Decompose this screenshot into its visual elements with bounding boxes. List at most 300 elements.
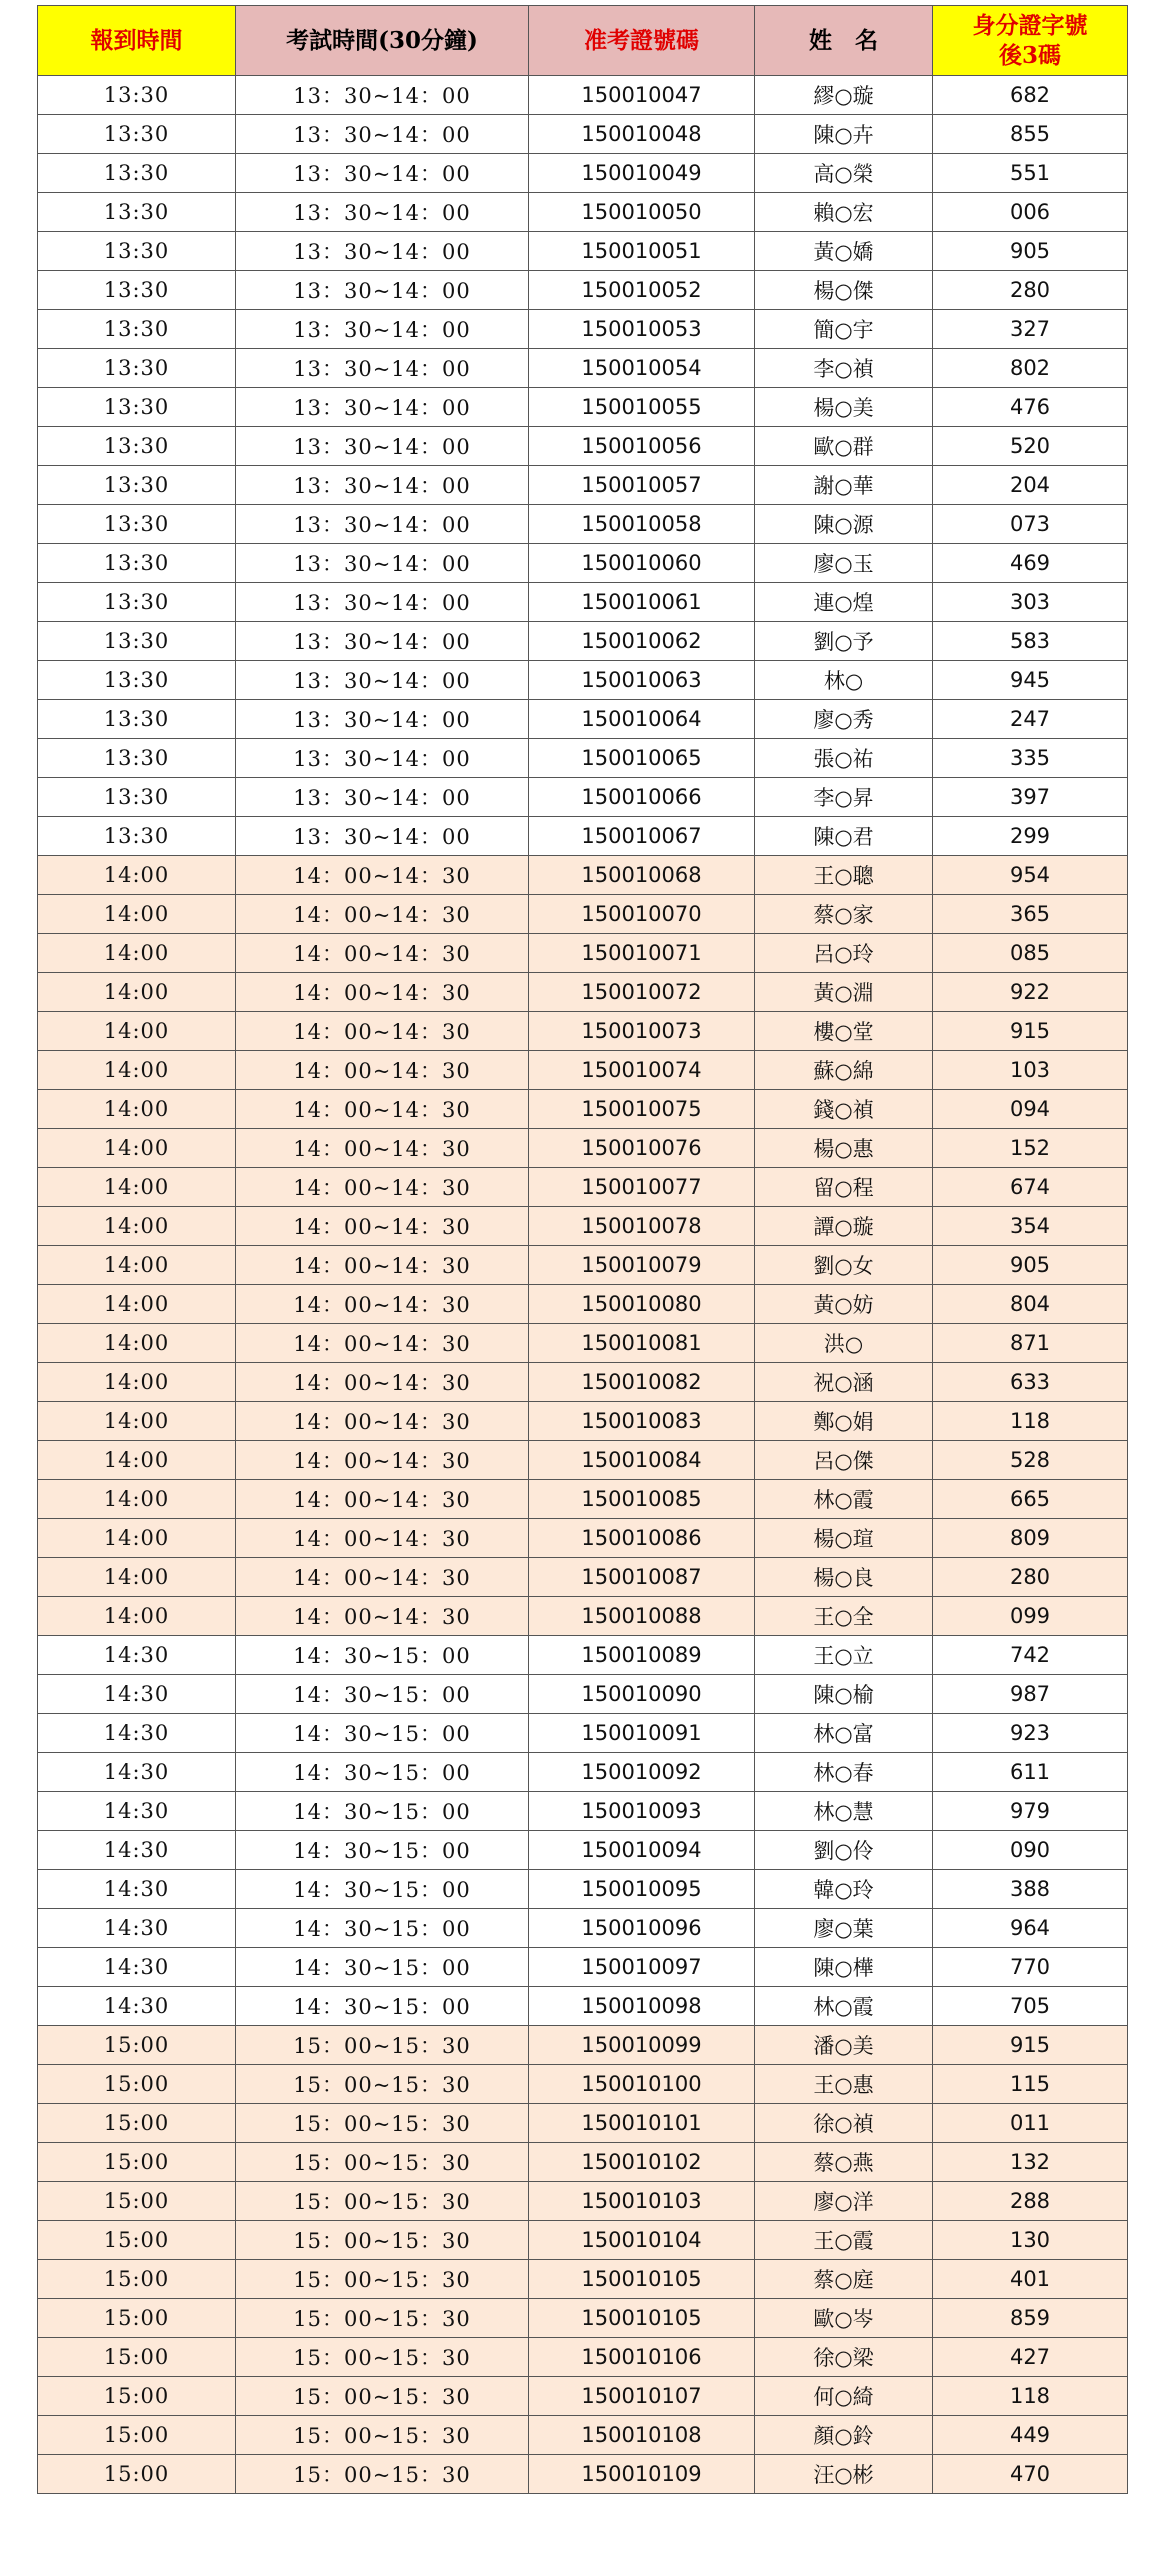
admission-number-cell: 150010096 <box>529 1909 755 1948</box>
exam-time-cell: 14：30~15：00 <box>236 1675 529 1714</box>
table-row <box>38 778 1128 817</box>
admission-number-cell: 150010090 <box>529 1675 755 1714</box>
name-cell: 韓○玲 <box>755 1870 933 1909</box>
table-row <box>38 2377 1128 2416</box>
admission-number-cell: 150010082 <box>529 1363 755 1402</box>
name-cell: 王○立 <box>755 1636 933 1675</box>
table-row <box>38 1441 1128 1480</box>
name-cell: 林○富 <box>755 1714 933 1753</box>
table-row <box>38 2143 1128 2182</box>
name-cell: 呂○玲 <box>755 934 933 973</box>
id-last3-cell: 280 <box>933 271 1128 310</box>
report-time-cell: 14:00 <box>38 1207 236 1246</box>
admission-number-cell: 150010102 <box>529 2143 755 2182</box>
table-row <box>38 1285 1128 1324</box>
id-last3-cell: 705 <box>933 1987 1128 2026</box>
report-time-cell: 14:30 <box>38 1948 236 1987</box>
id-last3-cell: 979 <box>933 1792 1128 1831</box>
report-time-cell: 13:30 <box>38 271 236 310</box>
id-last3-cell: 611 <box>933 1753 1128 1792</box>
exam-time-cell: 14：00~14：30 <box>236 1246 529 1285</box>
id-last3-cell: 280 <box>933 1558 1128 1597</box>
admission-number-cell: 150010061 <box>529 583 755 622</box>
admission-number-cell: 150010108 <box>529 2416 755 2455</box>
exam-time-cell: 14：00~14：30 <box>236 1285 529 1324</box>
exam-time-cell: 14：00~14：30 <box>236 856 529 895</box>
report-time-cell: 14:00 <box>38 856 236 895</box>
report-time-cell: 14:00 <box>38 1441 236 1480</box>
id-last3-cell: 327 <box>933 310 1128 349</box>
id-last3-cell: 742 <box>933 1636 1128 1675</box>
report-time-cell: 13:30 <box>38 76 236 115</box>
table-row <box>38 1168 1128 1207</box>
admission-number-cell: 150010047 <box>529 76 755 115</box>
table-row <box>38 1909 1128 1948</box>
report-time-cell: 14:00 <box>38 1558 236 1597</box>
report-time-cell: 14:30 <box>38 1870 236 1909</box>
table-row <box>38 466 1128 505</box>
name-cell: 林○霞 <box>755 1480 933 1519</box>
admission-number-cell: 150010073 <box>529 1012 755 1051</box>
name-cell: 林○ <box>755 661 933 700</box>
exam-time-cell: 14：30~15：00 <box>236 1870 529 1909</box>
table-row <box>38 700 1128 739</box>
id-last3-cell: 401 <box>933 2260 1128 2299</box>
name-cell: 王○惠 <box>755 2065 933 2104</box>
exam-time-cell: 13：30~14：00 <box>236 310 529 349</box>
id-last3-cell: 449 <box>933 2416 1128 2455</box>
report-time-cell: 13:30 <box>38 427 236 466</box>
name-cell: 謝○華 <box>755 466 933 505</box>
table-row <box>38 2455 1128 2494</box>
report-time-cell: 14:00 <box>38 1363 236 1402</box>
id-last3-cell: 132 <box>933 2143 1128 2182</box>
report-time-cell: 15:00 <box>38 2377 236 2416</box>
name-cell: 廖○玉 <box>755 544 933 583</box>
table-row <box>38 1753 1128 1792</box>
id-last3-cell: 470 <box>933 2455 1128 2494</box>
admission-number-cell: 150010088 <box>529 1597 755 1636</box>
id-last3-cell: 303 <box>933 583 1128 622</box>
exam-time-cell: 14：00~14：30 <box>236 1051 529 1090</box>
name-cell: 陳○榆 <box>755 1675 933 1714</box>
header-id-last3 <box>933 6 1128 76</box>
admission-number-cell: 150010091 <box>529 1714 755 1753</box>
admission-number-cell: 150010105 <box>529 2260 755 2299</box>
report-time-cell: 13:30 <box>38 739 236 778</box>
name-cell: 樓○堂 <box>755 1012 933 1051</box>
admission-number-cell: 150010098 <box>529 1987 755 2026</box>
table-row <box>38 1012 1128 1051</box>
id-last3-cell: 204 <box>933 466 1128 505</box>
admission-number-cell: 150010072 <box>529 973 755 1012</box>
id-last3-cell: 085 <box>933 934 1128 973</box>
id-last3-cell: 905 <box>933 1246 1128 1285</box>
report-time-cell: 14:00 <box>38 1402 236 1441</box>
report-time-cell: 14:00 <box>38 1285 236 1324</box>
report-time-cell: 14:00 <box>38 1324 236 1363</box>
id-last3-cell: 915 <box>933 2026 1128 2065</box>
admission-number-cell: 150010063 <box>529 661 755 700</box>
table-row <box>38 1051 1128 1090</box>
report-time-cell: 15:00 <box>38 2026 236 2065</box>
name-cell: 汪○彬 <box>755 2455 933 2494</box>
report-time-cell: 15:00 <box>38 2182 236 2221</box>
header-admission-number: 准考證號碼 <box>529 6 755 76</box>
name-cell: 歐○群 <box>755 427 933 466</box>
name-cell: 林○慧 <box>755 1792 933 1831</box>
name-cell: 陳○源 <box>755 505 933 544</box>
id-last3-cell: 804 <box>933 1285 1128 1324</box>
exam-time-cell: 14：00~14：30 <box>236 1129 529 1168</box>
name-cell: 陳○樺 <box>755 1948 933 1987</box>
report-time-cell: 14:30 <box>38 1831 236 1870</box>
id-last3-cell: 094 <box>933 1090 1128 1129</box>
exam-time-cell: 13：30~14：00 <box>236 193 529 232</box>
table-row <box>38 661 1128 700</box>
report-time-cell: 14:30 <box>38 1675 236 1714</box>
name-cell: 簡○宇 <box>755 310 933 349</box>
admission-number-cell: 150010065 <box>529 739 755 778</box>
admission-number-cell: 150010095 <box>529 1870 755 1909</box>
name-cell: 張○祐 <box>755 739 933 778</box>
admission-number-cell: 150010051 <box>529 232 755 271</box>
id-last3-cell: 247 <box>933 700 1128 739</box>
report-time-cell: 13:30 <box>38 661 236 700</box>
report-time-cell: 13:30 <box>38 349 236 388</box>
name-cell: 陳○卉 <box>755 115 933 154</box>
id-last3-cell: 923 <box>933 1714 1128 1753</box>
table-row <box>38 544 1128 583</box>
admission-number-cell: 150010089 <box>529 1636 755 1675</box>
exam-time-cell: 13：30~14：00 <box>236 271 529 310</box>
name-cell: 黃○淵 <box>755 973 933 1012</box>
admission-number-cell: 150010055 <box>529 388 755 427</box>
exam-time-cell: 13：30~14：00 <box>236 505 529 544</box>
report-time-cell: 15:00 <box>38 2065 236 2104</box>
table-row <box>38 1675 1128 1714</box>
exam-time-cell: 14：30~15：00 <box>236 1909 529 1948</box>
exam-time-cell: 14：30~15：00 <box>236 1753 529 1792</box>
table-row <box>38 2338 1128 2377</box>
admission-number-cell: 150010085 <box>529 1480 755 1519</box>
table-row <box>38 1714 1128 1753</box>
id-last3-cell: 945 <box>933 661 1128 700</box>
table-row <box>38 193 1128 232</box>
header-id-last3-line1: 身分證字號 <box>972 11 1088 39</box>
report-time-cell: 13:30 <box>38 388 236 427</box>
id-last3-cell: 922 <box>933 973 1128 1012</box>
table-row <box>38 2104 1128 2143</box>
exam-time-cell: 13：30~14：00 <box>236 427 529 466</box>
table-row <box>38 505 1128 544</box>
id-last3-cell: 427 <box>933 2338 1128 2377</box>
exam-time-cell: 14：00~14：30 <box>236 1441 529 1480</box>
id-last3-cell: 528 <box>933 1441 1128 1480</box>
admission-number-cell: 150010105 <box>529 2299 755 2338</box>
table-row <box>38 895 1128 934</box>
report-time-cell: 13:30 <box>38 700 236 739</box>
admission-number-cell: 150010075 <box>529 1090 755 1129</box>
report-time-cell: 14:30 <box>38 1636 236 1675</box>
exam-time-cell: 13：30~14：00 <box>236 388 529 427</box>
table-row <box>38 1207 1128 1246</box>
name-cell: 蔡○燕 <box>755 2143 933 2182</box>
table-row <box>38 271 1128 310</box>
table-row <box>38 622 1128 661</box>
table-row <box>38 2065 1128 2104</box>
report-time-cell: 13:30 <box>38 544 236 583</box>
exam-time-cell: 13：30~14：00 <box>236 622 529 661</box>
id-last3-cell: 802 <box>933 349 1128 388</box>
id-last3-cell: 855 <box>933 115 1128 154</box>
exam-time-cell: 15：00~15：30 <box>236 2416 529 2455</box>
name-cell: 黃○妨 <box>755 1285 933 1324</box>
exam-time-cell: 14：00~14：30 <box>236 1012 529 1051</box>
exam-time-cell: 14：00~14：30 <box>236 973 529 1012</box>
name-cell: 洪○ <box>755 1324 933 1363</box>
report-time-cell: 14:00 <box>38 895 236 934</box>
table-row <box>38 1558 1128 1597</box>
name-cell: 李○禎 <box>755 349 933 388</box>
table-row <box>38 310 1128 349</box>
id-last3-cell: 915 <box>933 1012 1128 1051</box>
admission-number-cell: 150010062 <box>529 622 755 661</box>
exam-time-cell: 14：00~14：30 <box>236 1363 529 1402</box>
admission-number-cell: 150010081 <box>529 1324 755 1363</box>
report-time-cell: 14:30 <box>38 1909 236 1948</box>
id-last3-cell: 551 <box>933 154 1128 193</box>
name-cell: 徐○禎 <box>755 2104 933 2143</box>
id-last3-cell: 987 <box>933 1675 1128 1714</box>
id-last3-cell: 871 <box>933 1324 1128 1363</box>
admission-number-cell: 150010071 <box>529 934 755 973</box>
id-last3-cell: 469 <box>933 544 1128 583</box>
exam-time-cell: 13：30~14：00 <box>236 76 529 115</box>
id-last3-cell: 115 <box>933 2065 1128 2104</box>
admission-number-cell: 150010094 <box>529 1831 755 1870</box>
admission-number-cell: 150010056 <box>529 427 755 466</box>
id-last3-cell: 152 <box>933 1129 1128 1168</box>
table-row <box>38 1363 1128 1402</box>
exam-schedule-table <box>37 5 1128 2494</box>
exam-time-cell: 13：30~14：00 <box>236 115 529 154</box>
exam-time-cell: 14：00~14：30 <box>236 934 529 973</box>
name-cell: 留○程 <box>755 1168 933 1207</box>
name-cell: 何○綺 <box>755 2377 933 2416</box>
admission-number-cell: 150010048 <box>529 115 755 154</box>
report-time-cell: 14:00 <box>38 1090 236 1129</box>
id-last3-cell: 099 <box>933 1597 1128 1636</box>
table-body <box>38 76 1128 2494</box>
report-time-cell: 15:00 <box>38 2338 236 2377</box>
table-row <box>38 856 1128 895</box>
table-row <box>38 973 1128 1012</box>
admission-number-cell: 150010080 <box>529 1285 755 1324</box>
exam-time-cell: 15：00~15：30 <box>236 2221 529 2260</box>
table-row <box>38 2026 1128 2065</box>
admission-number-cell: 150010057 <box>529 466 755 505</box>
table-row <box>38 1402 1128 1441</box>
name-cell: 楊○美 <box>755 388 933 427</box>
admission-number-cell: 150010068 <box>529 856 755 895</box>
report-time-cell: 14:30 <box>38 1987 236 2026</box>
table-row <box>38 934 1128 973</box>
name-cell: 連○煌 <box>755 583 933 622</box>
exam-time-cell: 14：00~14：30 <box>236 1597 529 1636</box>
name-cell: 祝○涵 <box>755 1363 933 1402</box>
exam-time-cell: 14：00~14：30 <box>236 1324 529 1363</box>
admission-number-cell: 150010077 <box>529 1168 755 1207</box>
table-row <box>38 2182 1128 2221</box>
admission-number-cell: 150010087 <box>529 1558 755 1597</box>
name-cell: 李○昇 <box>755 778 933 817</box>
admission-number-cell: 150010076 <box>529 1129 755 1168</box>
id-last3-cell: 006 <box>933 193 1128 232</box>
table-row <box>38 1870 1128 1909</box>
name-cell: 蔡○庭 <box>755 2260 933 2299</box>
id-last3-cell: 809 <box>933 1519 1128 1558</box>
name-cell: 蘇○綿 <box>755 1051 933 1090</box>
exam-time-cell: 14：30~15：00 <box>236 1831 529 1870</box>
name-cell: 劉○女 <box>755 1246 933 1285</box>
exam-time-cell: 14：00~14：30 <box>236 1207 529 1246</box>
report-time-cell: 14:00 <box>38 1480 236 1519</box>
table-row <box>38 349 1128 388</box>
exam-time-cell: 15：00~15：30 <box>236 2026 529 2065</box>
admission-number-cell: 150010058 <box>529 505 755 544</box>
exam-time-cell: 15：00~15：30 <box>236 2377 529 2416</box>
admission-number-cell: 150010101 <box>529 2104 755 2143</box>
table-row <box>38 2299 1128 2338</box>
table-row <box>38 1246 1128 1285</box>
id-last3-cell: 299 <box>933 817 1128 856</box>
report-time-cell: 14:00 <box>38 1012 236 1051</box>
admission-number-cell: 150010067 <box>529 817 755 856</box>
table-row <box>38 1597 1128 1636</box>
admission-number-cell: 150010064 <box>529 700 755 739</box>
admission-number-cell: 150010049 <box>529 154 755 193</box>
exam-time-cell: 14：00~14：30 <box>236 1519 529 1558</box>
table-row <box>38 1792 1128 1831</box>
name-cell: 蔡○家 <box>755 895 933 934</box>
id-last3-cell: 288 <box>933 2182 1128 2221</box>
table-row <box>38 1129 1128 1168</box>
admission-number-cell: 150010084 <box>529 1441 755 1480</box>
report-time-cell: 14:00 <box>38 1051 236 1090</box>
report-time-cell: 15:00 <box>38 2221 236 2260</box>
report-time-cell: 14:00 <box>38 934 236 973</box>
name-cell: 廖○秀 <box>755 700 933 739</box>
name-cell: 楊○惠 <box>755 1129 933 1168</box>
report-time-cell: 14:30 <box>38 1753 236 1792</box>
report-time-cell: 14:00 <box>38 1129 236 1168</box>
name-cell: 潘○美 <box>755 2026 933 2065</box>
name-cell: 鄭○娟 <box>755 1402 933 1441</box>
admission-number-cell: 150010078 <box>529 1207 755 1246</box>
exam-time-cell: 14：00~14：30 <box>236 1480 529 1519</box>
name-cell: 顏○鈴 <box>755 2416 933 2455</box>
name-cell: 楊○良 <box>755 1558 933 1597</box>
exam-time-cell: 13：30~14：00 <box>236 661 529 700</box>
table-row <box>38 583 1128 622</box>
report-time-cell: 13:30 <box>38 505 236 544</box>
table-row <box>38 1948 1128 1987</box>
exam-time-cell: 13：30~14：00 <box>236 466 529 505</box>
id-last3-cell: 770 <box>933 1948 1128 1987</box>
report-time-cell: 13:30 <box>38 817 236 856</box>
exam-time-cell: 13：30~14：00 <box>236 817 529 856</box>
exam-time-cell: 15：00~15：30 <box>236 2299 529 2338</box>
table-row <box>38 76 1128 115</box>
table-row <box>38 2221 1128 2260</box>
exam-time-cell: 14：00~14：30 <box>236 1558 529 1597</box>
header-name: 姓 名 <box>755 6 933 76</box>
admission-number-cell: 150010099 <box>529 2026 755 2065</box>
name-cell: 徐○梁 <box>755 2338 933 2377</box>
report-time-cell: 15:00 <box>38 2143 236 2182</box>
name-cell: 黃○嬌 <box>755 232 933 271</box>
name-cell: 高○榮 <box>755 154 933 193</box>
report-time-cell: 13:30 <box>38 466 236 505</box>
report-time-cell: 13:30 <box>38 310 236 349</box>
table-row <box>38 232 1128 271</box>
exam-time-cell: 13：30~14：00 <box>236 232 529 271</box>
exam-time-cell: 14：00~14：30 <box>236 1402 529 1441</box>
admission-number-cell: 150010104 <box>529 2221 755 2260</box>
name-cell: 陳○君 <box>755 817 933 856</box>
admission-number-cell: 150010070 <box>529 895 755 934</box>
exam-time-cell: 14：00~14：30 <box>236 1168 529 1207</box>
id-last3-cell: 583 <box>933 622 1128 661</box>
report-time-cell: 13:30 <box>38 622 236 661</box>
exam-time-cell: 15：00~15：30 <box>236 2455 529 2494</box>
name-cell: 譚○璇 <box>755 1207 933 1246</box>
admission-number-cell: 150010060 <box>529 544 755 583</box>
id-last3-cell: 130 <box>933 2221 1128 2260</box>
id-last3-cell: 388 <box>933 1870 1128 1909</box>
admission-number-cell: 150010074 <box>529 1051 755 1090</box>
report-time-cell: 13:30 <box>38 778 236 817</box>
exam-time-cell: 13：30~14：00 <box>236 700 529 739</box>
report-time-cell: 14:30 <box>38 1714 236 1753</box>
report-time-cell: 13:30 <box>38 193 236 232</box>
name-cell: 王○全 <box>755 1597 933 1636</box>
name-cell: 林○霞 <box>755 1987 933 2026</box>
admission-number-cell: 150010103 <box>529 2182 755 2221</box>
table-row <box>38 2260 1128 2299</box>
id-last3-cell: 905 <box>933 232 1128 271</box>
id-last3-cell: 011 <box>933 2104 1128 2143</box>
name-cell: 王○聰 <box>755 856 933 895</box>
report-time-cell: 14:00 <box>38 1519 236 1558</box>
id-last3-cell: 103 <box>933 1051 1128 1090</box>
id-last3-cell: 365 <box>933 895 1128 934</box>
exam-time-cell: 13：30~14：00 <box>236 778 529 817</box>
table-row <box>38 1987 1128 2026</box>
table-row <box>38 1519 1128 1558</box>
exam-time-cell: 14：30~15：00 <box>236 1948 529 1987</box>
admission-number-cell: 150010054 <box>529 349 755 388</box>
id-last3-cell: 859 <box>933 2299 1128 2338</box>
header-id-last3-line2: 後3碼 <box>998 41 1061 69</box>
id-last3-cell: 633 <box>933 1363 1128 1402</box>
table-row <box>38 1090 1128 1129</box>
table-row <box>38 1831 1128 1870</box>
exam-time-cell: 15：00~15：30 <box>236 2143 529 2182</box>
name-cell: 劉○予 <box>755 622 933 661</box>
report-time-cell: 13:30 <box>38 154 236 193</box>
